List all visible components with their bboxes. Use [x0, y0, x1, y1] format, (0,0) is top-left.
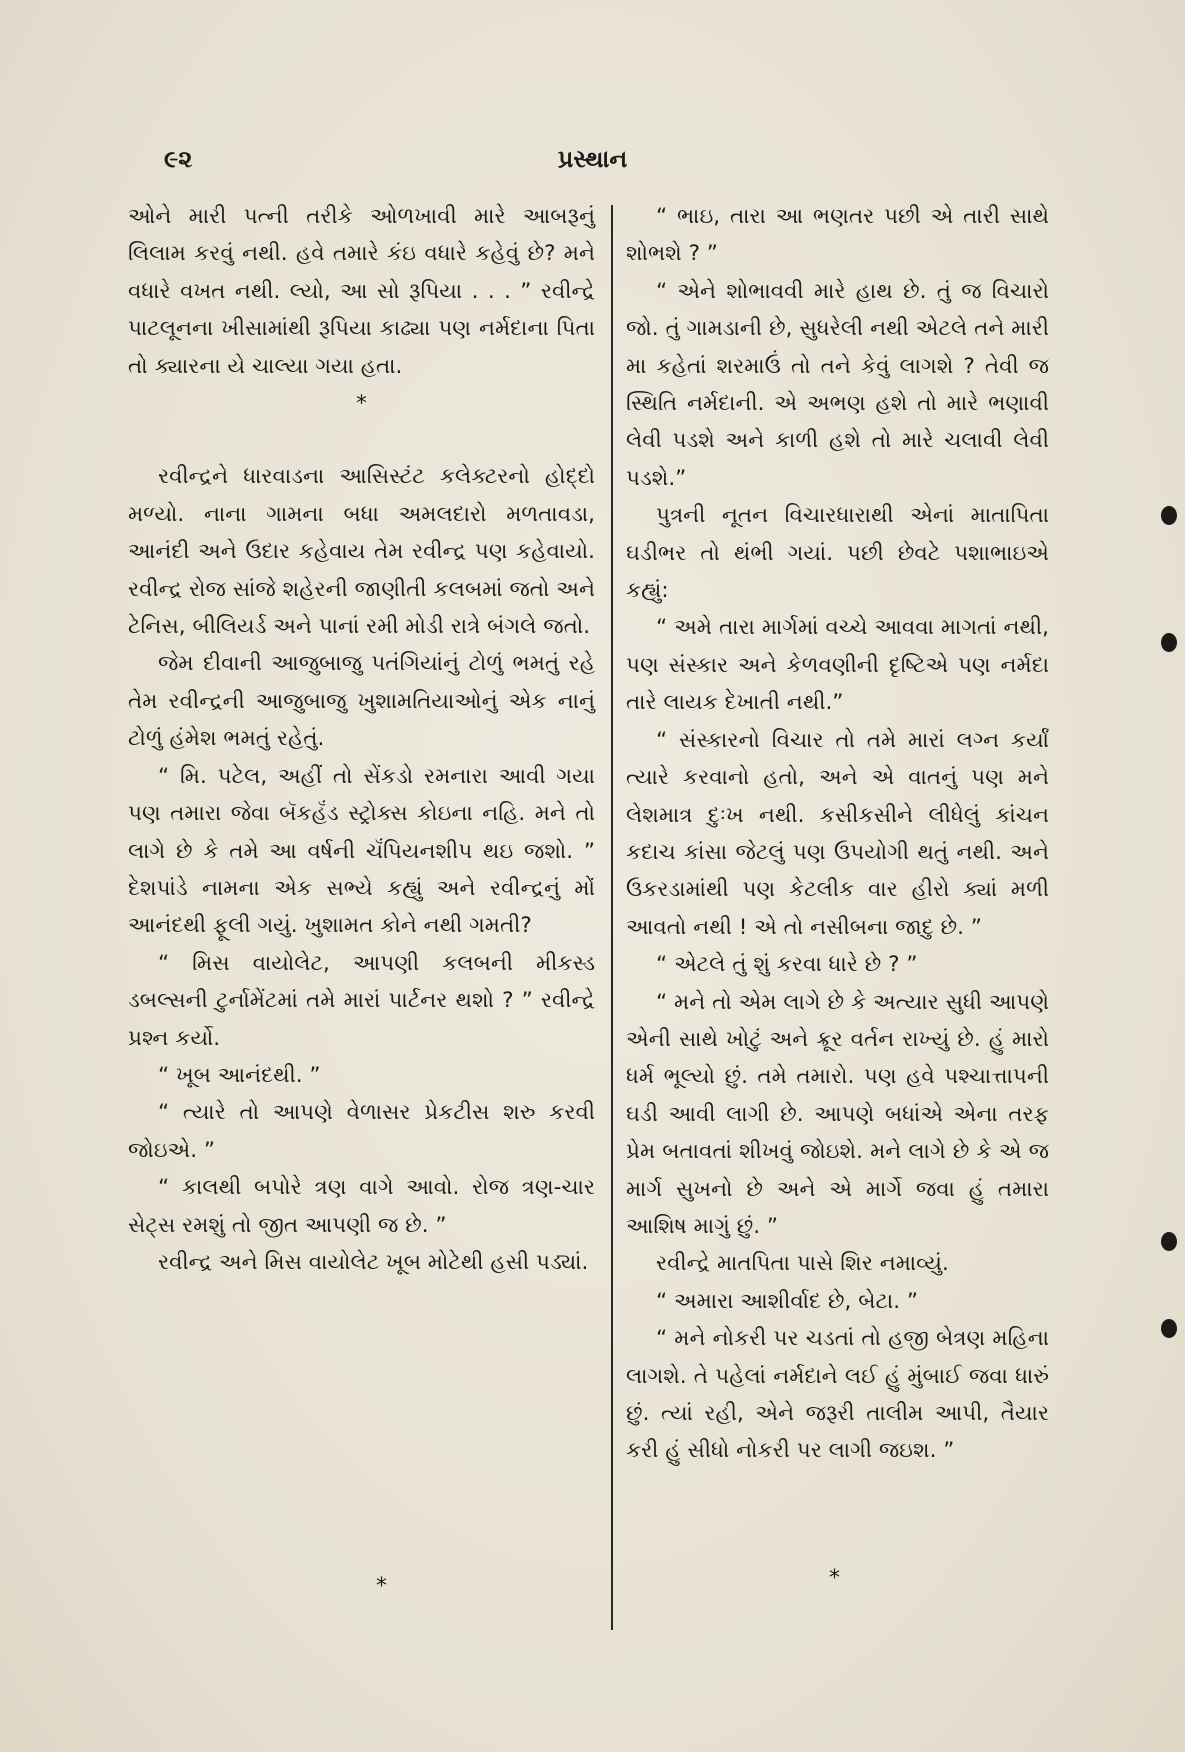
paragraph: “ મને તો એમ લાગે છે કે અત્યાર સુધી આપણે એની સાથે ખોટું અને ક્રૂર વર્તન રાખ્યું છે. હું મારો ધર્મ ભૂલ્યો છું. તમે તમારો. પણ હવે પશ્ચાત્તાપની ઘડી આવી લાગી છે. આપણે બધાંએ એના તરફ પ્રેમ બતાવતાં શીખવું જોઇશે. મને લાગે છે કે એ જ માર્ગ સુખનો છે અને એ માર્ગે જવા હું તમારા આશિષ માગું છું. ”	[626, 989, 1049, 1239]
page-header	[0, 145, 1185, 185]
paragraph: “ મને નોકરી પર ચડતાં તો હજી બેત્રણ મહિના લાગશે. તે પહેલાં નર્મદાને લઈ હું મુંબાઈ જવા ધારું છું. ત્યાં રહી, એને જરૂરી તાલીમ આપી, તૈયાર કરી હું સીધો નોકરી પર લાગી જઇશ. ”	[626, 1326, 1049, 1464]
paragraph: રવીન્દ્રને ધારવાડના આસિસ્ટંટ કલેક્ટરનો હોદ્દો મળ્યો. નાના ગામના બધા અમલદારો મળતાવડા, આનંદી અને ઉદાર કહેવાય તેમ રવીન્દ્ર પણ કહેવાયો. રવીન્દ્ર રોજ સાંજે શહેરની જાણીતી કલબમાં જતો અને ટેનિસ, બીલિયર્ડ અને પાનાં રમી મોડી રાત્રે બંગલે જતો.	[128, 464, 595, 640]
paragraph: રવીન્દ્રે માતપિતા પાસે શિર નમાવ્યું.	[656, 1251, 949, 1277]
paragraph: રવીન્દ્ર અને મિસ વાયોલેટ ખૂબ મોટેથી હસી પડ્યાં.	[158, 1249, 589, 1275]
punch-hole	[1161, 1232, 1177, 1251]
punch-hole	[1161, 1319, 1177, 1338]
punch-hole	[1161, 506, 1177, 525]
paragraph: “ મિ. પટેલ, અહીં તો સેંકડો રમનારા આવી ગયા પણ તમારા જેવા બૅકહૅંડ સ્ટ્રોક્સ કોઇના નહિ. મને તો લાગે છે કે તમે આ વર્ષની ચૅંપિયનશીપ થઇ જશો. ” દેશપાંડે નામના એક સભ્યે કહ્યું અને રવીન્દ્રનું મોં આનંદથી ફૂલી ગયું. ખુશામત કોને નથી ગમતી?	[128, 763, 595, 939]
paragraph: જેમ દીવાની આજુબાજુ પતંગિયાંનું ટોળું ભમતું રહે તેમ રવીન્દ્રની આજુબાજુ ખુશામતિયાઓનું એક નાનું ટોળું હંમેશ ભમતું રહેતું.	[128, 651, 595, 752]
paragraph: “ એટલે તું શું કરવા ધારે છે ? ”	[656, 952, 918, 978]
end-mark-left: *	[376, 1574, 387, 1599]
paragraph: “ સંસ્કારનો વિચાર તો તમે મારાં લગ્ન કર્યાં ત્યારે કરવાનો હતો, અને એ વાતનું પણ મને લેશમાત્ર દુઃખ નથી. કસીકસીને લીધેલું કાંચન કદાચ કાંસા જેટલું પણ ઉપયોગી થતું નથી. અને ઉકરડામાંથી પણ કેટલીક વાર હીરો ક્યાં મળી આવતો નથી ! એ તો નસીબના જાદુ છે. ”	[626, 727, 1049, 940]
page-number: ૯૨	[164, 145, 193, 173]
left-column	[128, 198, 595, 1281]
column-divider	[611, 205, 613, 1630]
section-separator: *	[356, 391, 367, 417]
paragraph: “ ખૂબ આનંદથી. ”	[158, 1062, 321, 1088]
punch-hole	[1161, 633, 1177, 652]
paragraph: ઓને મારી પત્ની તરીકે ઓળખાવી મારે આબરૂનું લિલામ કરવું નથી. હવે તમારે કંઇ વધારે કહેવું છે? મને વધારે વખત નથી. લ્યો, આ સો રૂપિયા . . . ” રવીન્દ્રે પાટલૂનના ખીસામાંથી રૂપિયા કાઢ્યા પણ નર્મદાના પિતા તો ક્યારના યે ચાલ્યા ગયા હતા.	[128, 204, 595, 379]
paragraph: “ ત્યારે તો આપણે વેળાસર પ્રેકટીસ શરુ કરવી જોઇએ. ”	[128, 1100, 595, 1163]
paragraph: “ એને શોભાવવી મારે હાથ છે. તું જ વિચારો જો. તું ગામડાની છે, સુધરેલી નથી એટલે તને મારી મા કહેતાં શરમાઉં તો તને કેવું લાગશે ? તેવી જ સ્થિતિ નર્મદાની. એ અભણ હશે તો મારે ભણાવી લેવી પડશે અને કાળી હશે તો મારે ચલાવી લેવી પડશે.”	[626, 278, 1049, 491]
paragraph: “ કાલથી બપોરે ત્રણ વાગે આવો. રોજ ત્રણ-ચાર સેટ્સ રમશું તો જીત આપણી જ છે. ”	[128, 1175, 595, 1238]
paragraph: “ અમે તારા માર્ગમાં વચ્ચે આવવા માગતાં નથી, પણ સંસ્કાર અને કેળવણીની દૃષ્ટિએ પણ નર્મદા તારે લાયક દેખાતી નથી.”	[626, 615, 1049, 716]
right-column	[626, 198, 1049, 1470]
paragraph: પુત્રની નૂતન વિચારધારાથી એનાં માતાપિતા ઘડીભર તો થંભી ગયાં. પછી છેવટે પશાભાઇએ કહ્યું:	[626, 503, 1049, 604]
end-mark-right: *	[829, 1566, 840, 1591]
paragraph: “ મિસ વાયોલેટ, આપણી કલબની મીકસ્ડ ડબલ્સની ટુર્નામેંટમાં તમે મારાં પાર્ટનર થશો ? ” રવીન્દ્રે પ્રશ્ન કર્યો.	[128, 950, 595, 1051]
paragraph: “ ભાઇ, તારા આ ભણતર પછી એ તારી સાથે શોભશે ? ”	[626, 204, 1049, 267]
paragraph: “ અમારા આશીર્વાદ છે, બેટા. ”	[656, 1288, 919, 1314]
running-head: પ્રસ્થાન	[557, 145, 628, 173]
